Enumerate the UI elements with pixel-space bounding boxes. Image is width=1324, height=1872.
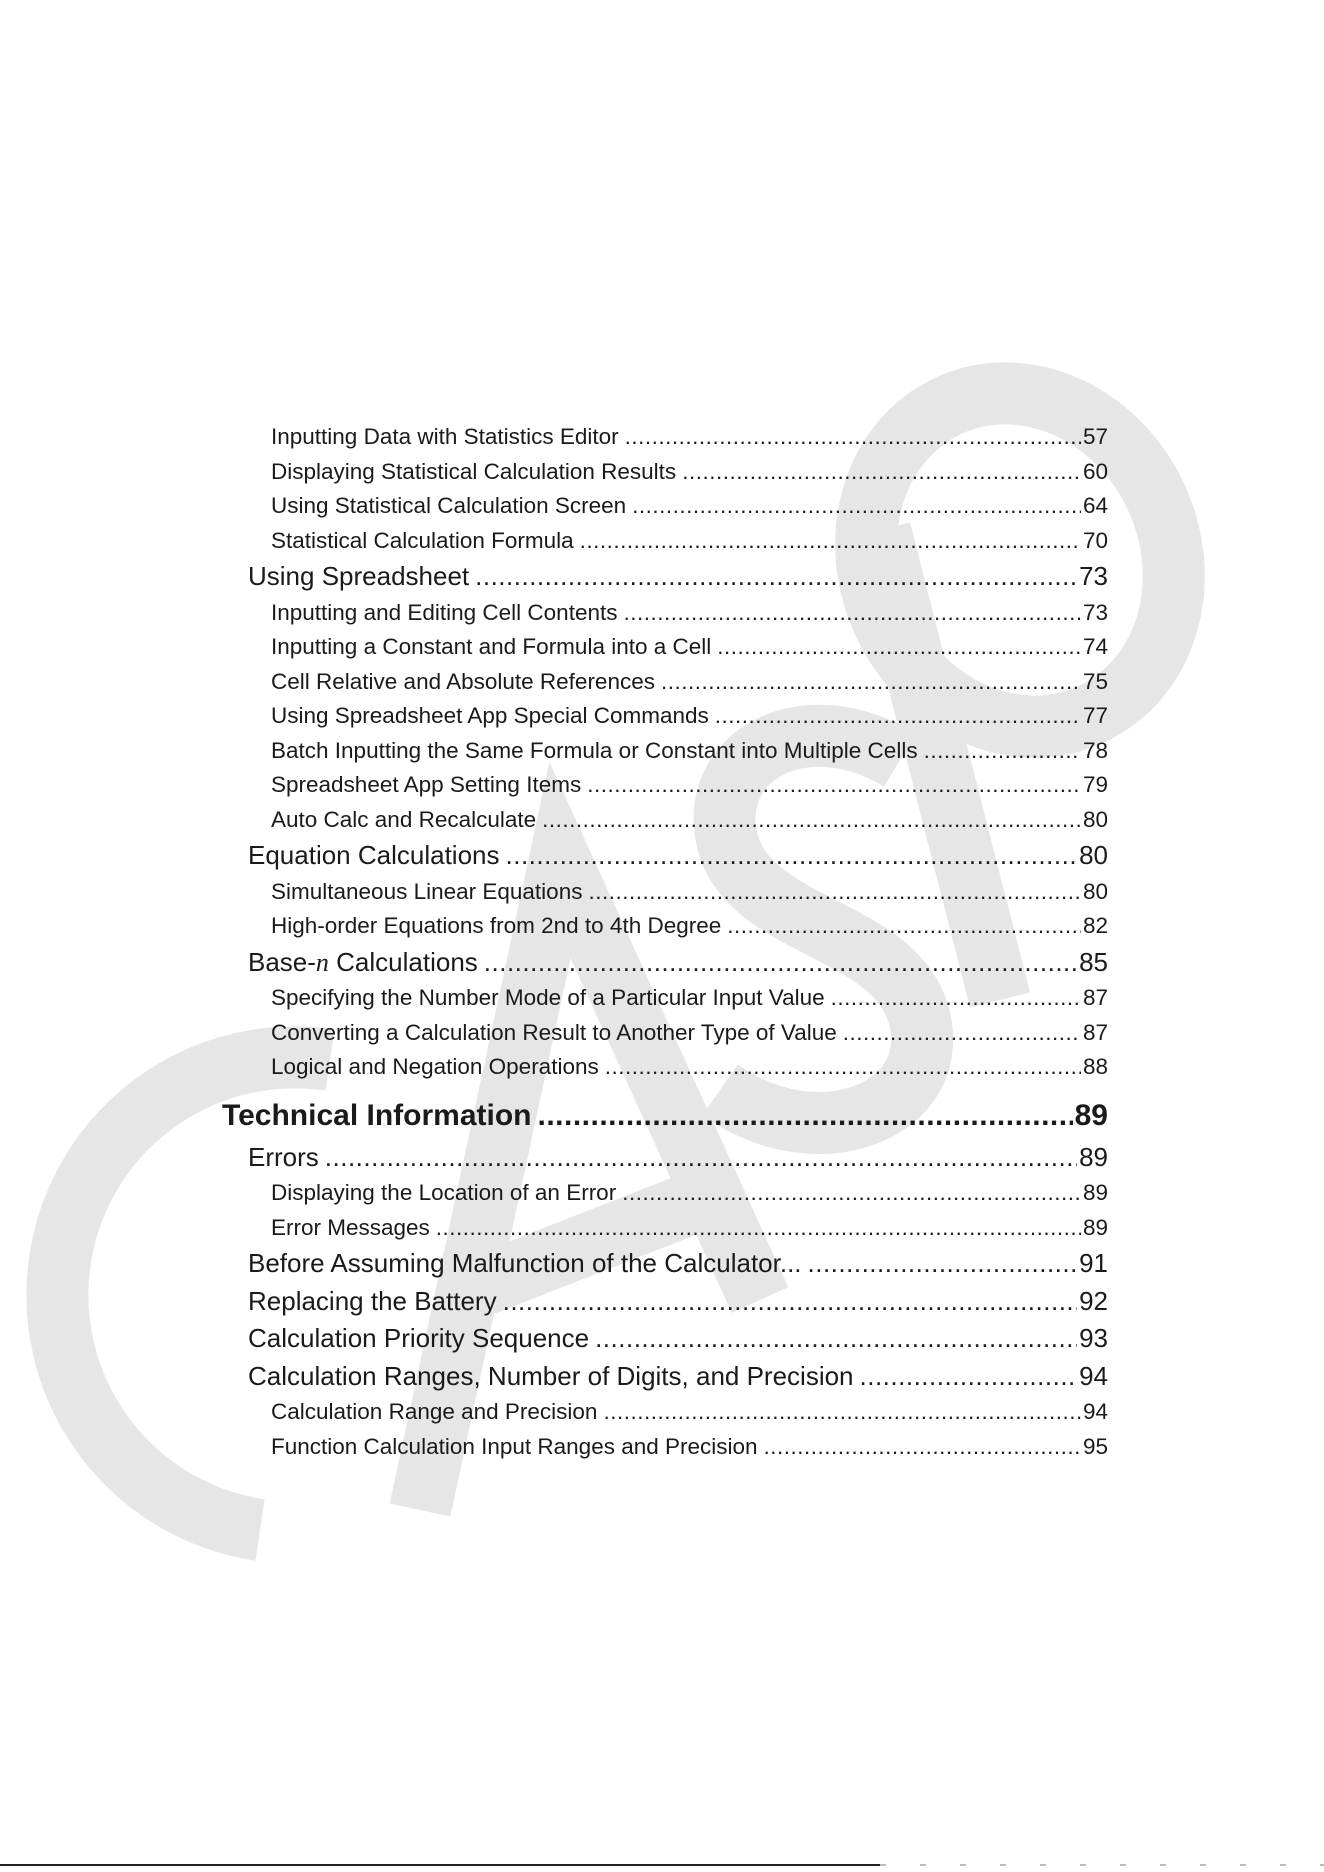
toc-page-number: 75 xyxy=(1082,668,1108,694)
toc-leader-dots xyxy=(860,1358,1078,1396)
toc-entry-title: Calculation Ranges, Number of Digits, and Precision xyxy=(248,1360,854,1391)
toc-page-number: 74 xyxy=(1082,634,1108,659)
toc-page-number: 73 xyxy=(1082,599,1108,625)
toc-subsection[interactable] xyxy=(222,1430,1108,1465)
toc-subsection[interactable] xyxy=(222,1176,1108,1211)
toc-page-number: 85 xyxy=(1079,946,1108,977)
toc-leader-dots xyxy=(475,558,1077,596)
toc-chapter[interactable] xyxy=(222,1093,1108,1139)
toc-page-number: 91 xyxy=(1079,1248,1108,1278)
toc-subsection[interactable] xyxy=(222,768,1108,803)
toc-leader-dots xyxy=(843,1016,1081,1051)
toc-subsection[interactable] xyxy=(222,1016,1108,1051)
toc-page-number: 57 xyxy=(1082,424,1108,449)
toc-entry-title: Inputting Data with Statistics Editor xyxy=(271,424,619,449)
toc-leader-dots xyxy=(682,455,1081,490)
toc-entry-title: High-order Equations from 2nd to 4th Degree xyxy=(271,913,722,938)
toc-entry-title: Using Spreadsheet App Special Commands xyxy=(271,703,709,728)
toc-entry-title: Cell Relative and Absolute References xyxy=(271,668,655,694)
toc-entry-title: Converting a Calculation Result to Another Type of Value xyxy=(271,1019,837,1045)
toc-section[interactable] xyxy=(222,1245,1108,1283)
footer-rule-faint xyxy=(880,1864,1324,1866)
toc-section[interactable] xyxy=(222,1283,1108,1321)
toc-subsection[interactable] xyxy=(222,489,1108,524)
toc-page-number: 80 xyxy=(1082,806,1108,832)
toc-leader-dots xyxy=(588,875,1081,910)
toc-page-number: 70 xyxy=(1082,527,1108,553)
toc-leader-dots xyxy=(622,1176,1081,1211)
toc-entry-title: Error Messages xyxy=(271,1214,430,1240)
toc-subsection[interactable] xyxy=(222,524,1108,559)
toc-subsection[interactable] xyxy=(222,909,1108,944)
toc-entry-title: Statistical Calculation Formula xyxy=(271,527,574,553)
toc-leader-dots xyxy=(506,837,1078,875)
toc-page-number: 77 xyxy=(1082,703,1108,728)
toc-page-number: 64 xyxy=(1082,493,1108,518)
toc-entry-title: Function Calculation Input Ranges and Precision xyxy=(271,1433,758,1459)
toc-subsection[interactable] xyxy=(222,455,1108,490)
toc-entry-title: Technical Information xyxy=(222,1098,532,1132)
toc-leader-dots xyxy=(808,1245,1078,1283)
toc-entry-title xyxy=(248,944,478,982)
toc-subsection[interactable] xyxy=(222,734,1108,769)
toc-subsection[interactable] xyxy=(222,1211,1108,1246)
toc-entry-title: Using Spreadsheet xyxy=(248,561,470,591)
toc-entry-title-prefix: Base- xyxy=(248,946,316,977)
toc-entry-title: Specifying the Number Mode of a Particular Input Value xyxy=(271,985,825,1010)
toc-leader-dots xyxy=(484,944,1077,982)
toc-leader-dots xyxy=(715,699,1081,734)
toc-entry-title: Inputting a Constant and Formula into a Cell xyxy=(271,634,712,659)
toc-leader-dots xyxy=(764,1430,1081,1465)
toc-entry-title: Auto Calc and Recalculate xyxy=(271,806,537,832)
toc-page-number: 89 xyxy=(1082,1214,1108,1240)
toc-subsection[interactable] xyxy=(222,420,1108,455)
toc-section[interactable] xyxy=(222,558,1108,596)
toc-entry-title: Replacing the Battery xyxy=(248,1285,497,1316)
toc-entry-title-suffix: Calculations xyxy=(328,946,478,977)
toc-leader-dots xyxy=(595,1320,1077,1358)
toc-page-number: 89 xyxy=(1074,1098,1108,1132)
toc-entry-title: Calculation Priority Sequence xyxy=(248,1323,590,1353)
toc-page-number: 73 xyxy=(1079,561,1108,591)
toc-section[interactable] xyxy=(222,1139,1108,1177)
toc-subsection[interactable] xyxy=(222,1050,1108,1085)
toc-page-number: 94 xyxy=(1082,1399,1108,1424)
toc-leader-dots xyxy=(325,1139,1077,1177)
toc-entry-title: Displaying Statistical Calculation Results xyxy=(271,458,677,484)
toc-page-number: 78 xyxy=(1082,737,1108,763)
toc-entry-title: Before Assuming Malfunction of the Calculator... xyxy=(248,1248,802,1278)
toc-page-number: 80 xyxy=(1079,840,1108,870)
table-of-contents xyxy=(222,420,1108,1464)
toc-entry-title: Using Statistical Calculation Screen xyxy=(271,493,627,518)
toc-leader-dots xyxy=(603,1395,1081,1430)
toc-subsection[interactable] xyxy=(222,630,1108,665)
toc-subsection[interactable] xyxy=(222,803,1108,838)
toc-leader-dots xyxy=(537,1093,1072,1139)
toc-leader-dots xyxy=(632,489,1081,524)
toc-page-number: 88 xyxy=(1082,1054,1108,1079)
toc-subsection[interactable] xyxy=(222,981,1108,1016)
toc-entry-title: Batch Inputting the Same Formula or Constant into Multiple Cells xyxy=(271,737,918,763)
toc-subsection[interactable] xyxy=(222,596,1108,631)
toc-entry-title: Inputting and Editing Cell Contents xyxy=(271,599,618,625)
toc-leader-dots xyxy=(717,630,1081,665)
toc-leader-dots xyxy=(436,1211,1081,1246)
toc-leader-dots xyxy=(587,768,1081,803)
toc-page-number: 94 xyxy=(1079,1360,1108,1391)
toc-leader-dots xyxy=(831,981,1081,1016)
toc-leader-dots xyxy=(661,665,1081,700)
toc-leader-dots xyxy=(924,734,1081,769)
toc-page-number: 79 xyxy=(1082,772,1108,797)
toc-leader-dots xyxy=(503,1283,1077,1321)
toc-page-number: 80 xyxy=(1082,878,1108,904)
toc-subsection[interactable] xyxy=(222,875,1108,910)
toc-page-number: 89 xyxy=(1079,1141,1108,1172)
toc-page-number: 93 xyxy=(1079,1323,1108,1353)
toc-page-number: 95 xyxy=(1082,1433,1108,1459)
toc-page-number: 82 xyxy=(1082,913,1108,938)
toc-entry-title: Simultaneous Linear Equations xyxy=(271,878,583,904)
toc-page-number: 92 xyxy=(1079,1285,1108,1316)
toc-leader-dots xyxy=(727,909,1081,944)
toc-page-number: 87 xyxy=(1082,985,1108,1010)
toc-leader-dots xyxy=(580,524,1081,559)
toc-section[interactable] xyxy=(222,944,1108,982)
toc-entry-title: Calculation Range and Precision xyxy=(271,1399,598,1424)
toc-page-number: 87 xyxy=(1082,1019,1108,1045)
toc-leader-dots xyxy=(625,420,1081,455)
toc-entry-title-variable: n xyxy=(315,947,329,977)
toc-entry-title: Logical and Negation Operations xyxy=(271,1054,599,1079)
toc-subsection[interactable] xyxy=(222,699,1108,734)
toc-entry-title: Equation Calculations xyxy=(248,840,500,870)
toc-entry-title: Displaying the Location of an Error xyxy=(271,1180,617,1205)
toc-page-number: 60 xyxy=(1082,458,1108,484)
toc-entry-title: Spreadsheet App Setting Items xyxy=(271,772,582,797)
toc-page-number: 89 xyxy=(1082,1180,1108,1205)
toc-section[interactable] xyxy=(222,837,1108,875)
footer-rule xyxy=(0,1864,880,1866)
toc-leader-dots xyxy=(542,803,1081,838)
toc-section[interactable] xyxy=(222,1358,1108,1396)
toc-leader-dots xyxy=(605,1050,1081,1085)
toc-entry-title: Errors xyxy=(248,1141,319,1172)
toc-leader-dots xyxy=(623,596,1080,631)
toc-subsection[interactable] xyxy=(222,665,1108,700)
toc-subsection[interactable] xyxy=(222,1395,1108,1430)
toc-section[interactable] xyxy=(222,1320,1108,1358)
